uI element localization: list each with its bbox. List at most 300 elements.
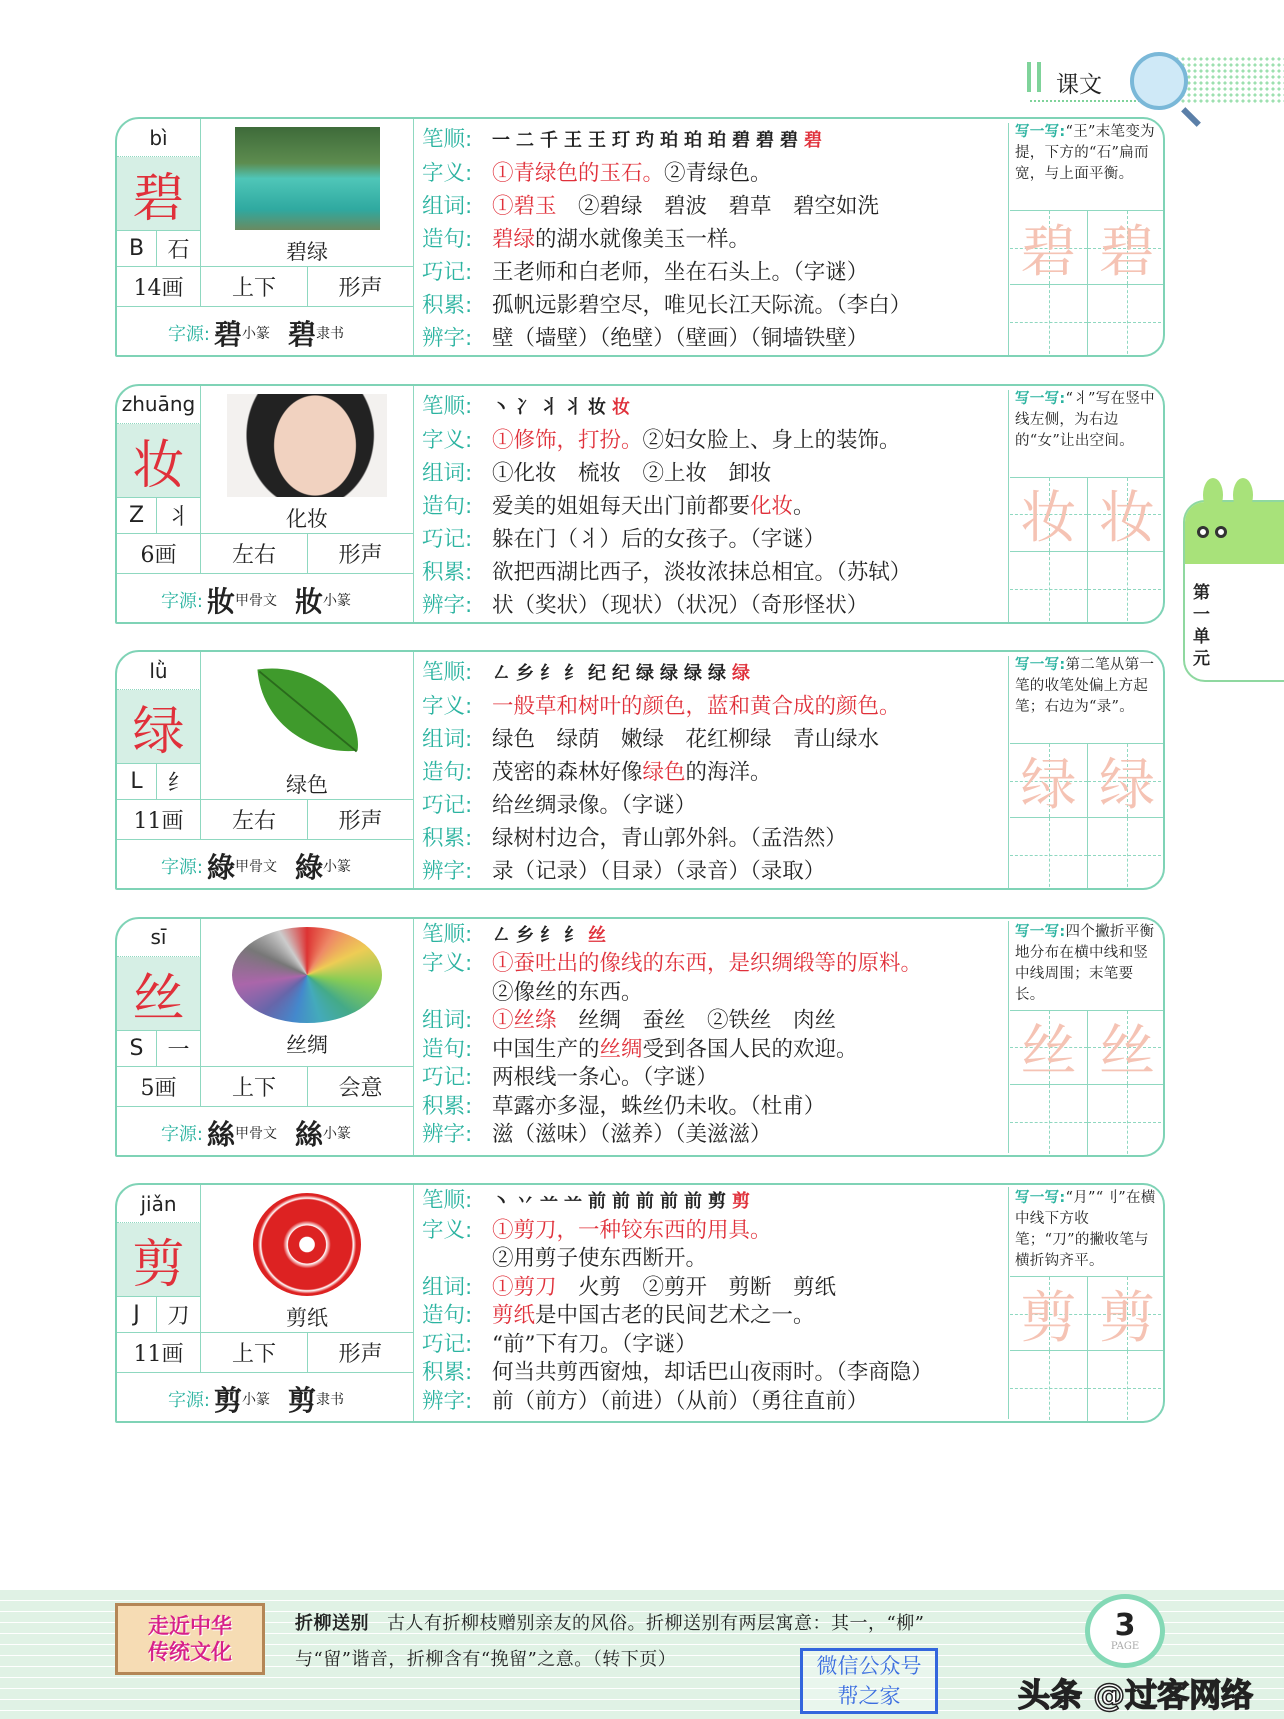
stroke-step: 一 — [492, 130, 510, 151]
sentence — [422, 756, 1008, 789]
trick-text: “前”下有刀。（字谜） — [492, 1331, 697, 1357]
stroke-order-label: 笔顺: — [422, 1188, 473, 1213]
text-segment: ②青绿色。 — [664, 161, 772, 186]
sentence — [422, 1302, 1008, 1331]
culture-line-2: 与“留”谐音，折柳含有“挽留”之意。（转下页） — [295, 1649, 677, 1670]
origin-label: 字源: — [160, 590, 204, 612]
stroke-step: 妆 — [588, 396, 606, 418]
character-origin — [117, 840, 414, 890]
meaning — [422, 157, 1008, 190]
text-segment: 爱美的姐姐每天出门前都要 — [492, 493, 751, 519]
trick-label: 巧记: — [422, 1065, 473, 1090]
distinguish-value — [492, 589, 868, 622]
sentence-value — [492, 756, 772, 789]
words — [422, 1274, 1008, 1303]
stamp-line-2: 帮之家 — [837, 1684, 901, 1708]
illustration — [201, 652, 414, 800]
write-label: 写一写: — [1015, 923, 1066, 940]
stroke-order-value — [492, 656, 756, 690]
stroke-count: 5画 — [117, 1067, 201, 1107]
character-origin — [117, 574, 414, 624]
words-label: 组词: — [422, 1008, 473, 1033]
initial-letter: Z — [117, 498, 157, 534]
pinyin: sī — [117, 919, 201, 957]
radical: 纟 — [157, 764, 201, 800]
ancient-glyph: 絲 — [207, 1117, 236, 1151]
page-number: 3 — [1114, 1607, 1136, 1643]
initial-letter: S — [117, 1031, 157, 1067]
stroke-step: 丬 — [540, 396, 558, 418]
stroke-order — [422, 921, 1008, 951]
trick-label: 巧记: — [422, 793, 473, 818]
trace-cell[interactable] — [1088, 478, 1165, 552]
trace-cell[interactable] — [1010, 1277, 1088, 1351]
stroke-step: 珀 — [708, 130, 726, 151]
stroke-step: 前 — [636, 1191, 654, 1212]
stroke-step: 纪 — [588, 663, 606, 684]
distinguish-label: 辨字: — [422, 859, 473, 884]
header-underline — [1030, 100, 1140, 102]
trick — [422, 789, 1008, 822]
words-label: 组词: — [422, 194, 473, 219]
stroke-count: 11画 — [117, 800, 201, 840]
text-segment: 丝绸 — [599, 1036, 643, 1062]
formation-type: 形声 — [308, 267, 414, 307]
stroke-order-value — [492, 921, 612, 951]
meaning-line-2: ②用剪子使东西断开。 — [492, 1246, 708, 1271]
text-segment: 茂密的森林好像 — [492, 760, 643, 785]
meaning — [422, 1217, 1008, 1246]
text-segment: ①化妆 梳妆 ②上妆 卸妆 — [492, 460, 772, 486]
accumulate-label: 积累: — [422, 1093, 473, 1119]
distinguish-text: 前（前方）（前进）（从前）（勇往直前） — [492, 1388, 869, 1414]
text-segment: 丝绸 蚕丝 ②铁丝 肉丝 — [556, 1008, 837, 1033]
stroke-step: 绿 — [708, 663, 726, 684]
stroke-step: 丶 — [492, 396, 510, 418]
stroke-count: 6画 — [117, 534, 201, 574]
stroke-step: 丷 — [516, 1191, 534, 1212]
meaning-value — [492, 950, 922, 979]
wechat-stamp — [800, 1648, 938, 1714]
trace-character: 绿 — [1020, 752, 1077, 818]
script-style: 隶书 — [316, 1392, 345, 1408]
meaning-label: 字义: — [422, 951, 473, 976]
practice-cell[interactable] — [1088, 818, 1165, 890]
trace-character: 妆 — [1020, 486, 1077, 551]
trace-character: 碧 — [1020, 219, 1077, 285]
text-segment: 绿色 — [642, 760, 686, 785]
accumulate-label: 积累: — [422, 559, 473, 585]
script-style: 小篆 — [323, 859, 352, 875]
formation-type: 形声 — [308, 800, 414, 840]
radical: 一 — [157, 1031, 201, 1067]
meaning-label: 字义: — [422, 1217, 473, 1243]
poem-text: 孤帆远影碧空尽，唯见长江天际流。（李白） — [492, 293, 912, 318]
sentence — [422, 223, 1008, 256]
unit-side-tab[interactable] — [1183, 500, 1284, 682]
trace-character: 妆 — [1099, 486, 1155, 551]
text-segment: 碧绿 — [492, 227, 536, 252]
mascot-head-icon — [1185, 502, 1284, 564]
write-tip: 四个撇折平衡地分布在横中线和竖中线周围；末笔要长。 — [1015, 923, 1155, 1003]
structure: 左右 — [201, 800, 308, 840]
ancient-glyph: 綠 — [295, 851, 324, 884]
sentence-value — [492, 1036, 858, 1065]
writing-note — [1010, 386, 1165, 478]
distinguish-value — [492, 855, 825, 888]
distinguish-text: 状（奖状）（现状）（状况）（奇形怪状） — [492, 592, 869, 618]
distinguish-value — [492, 1121, 772, 1150]
text-segment: ①剪刀，一种铰东西的用具。 — [492, 1217, 772, 1243]
practice-cell[interactable] — [1088, 1351, 1165, 1423]
accumulate-label: 积累: — [422, 826, 473, 851]
sentence — [422, 1036, 1008, 1065]
practice-cell[interactable] — [1088, 285, 1165, 357]
stroke-step: 玓 — [636, 130, 654, 151]
text-segment: 。 — [793, 493, 815, 519]
character-card-sī — [115, 917, 1165, 1157]
script-style: 小篆 — [323, 592, 352, 609]
accumulate — [422, 1359, 1008, 1388]
trace-cell[interactable] — [1010, 744, 1088, 818]
trace-cell[interactable] — [1088, 211, 1165, 285]
character-card-jiǎn — [115, 1183, 1165, 1423]
formation-type: 形声 — [308, 534, 414, 574]
practice-cell[interactable] — [1010, 552, 1088, 624]
character-card-zhuāng — [115, 384, 1165, 624]
write-label: 写一写: — [1015, 1190, 1066, 1206]
accumulate-value — [492, 1093, 825, 1122]
practice-cell[interactable] — [1010, 1085, 1088, 1157]
text-segment: 是中国古老的民间艺术之一。 — [535, 1303, 815, 1328]
distinguish-label: 辨字: — [422, 1388, 473, 1414]
write-tip: “王”末笔变为提，下方的“石”扁而宽，与上面平衡。 — [1015, 124, 1155, 182]
illustration — [201, 1185, 414, 1333]
sentence-label: 造句: — [422, 1036, 473, 1062]
main-character: 绿 — [117, 690, 201, 764]
text-segment: 受到各国人民的欢迎。 — [642, 1036, 858, 1062]
meaning — [422, 424, 1008, 457]
image-caption: 化妆 — [286, 506, 328, 531]
trace-cell[interactable] — [1010, 1011, 1088, 1085]
character-origin — [117, 1107, 414, 1157]
poem-text: 绿树村边合，青山郭外斜。（孟浩然） — [492, 826, 847, 851]
trick-value — [492, 523, 825, 556]
ear-icon — [1203, 478, 1223, 512]
practice-cell[interactable] — [1088, 552, 1165, 624]
sentence-label: 造句: — [422, 760, 473, 785]
script-style: 小篆 — [242, 1392, 271, 1408]
stroke-step: 丬 — [564, 396, 582, 418]
distinguish — [422, 1121, 1008, 1150]
illustration — [201, 119, 414, 267]
culture-scroll-logo — [115, 1603, 265, 1675]
stroke-order-value — [492, 390, 636, 424]
stroke-step: 碧 — [780, 130, 798, 151]
stroke-step: 妆 — [612, 396, 630, 418]
stroke-order — [422, 123, 1008, 157]
words-value — [492, 1274, 836, 1303]
text-segment: 的海洋。 — [685, 760, 772, 785]
stroke-order-label: 笔顺: — [422, 660, 473, 685]
mascot-magnifier-icon — [1130, 52, 1188, 110]
stroke-order — [422, 390, 1008, 424]
stroke-step: 珀 — [660, 130, 678, 151]
stroke-step: 䒑 — [564, 1191, 582, 1212]
character-card-lǜ — [115, 650, 1165, 890]
stamp-line-1: 微信公众号 — [816, 1654, 922, 1678]
trick-label: 巧记: — [422, 260, 473, 285]
text-segment: ①碧玉 — [492, 194, 557, 219]
practice-cell[interactable] — [1010, 818, 1088, 890]
text-segment: ②妇女脸上、身上的装饰。 — [642, 427, 901, 453]
trick-text: 躲在门（丬）后的女孩子。（字谜） — [492, 526, 826, 552]
accumulate-value — [492, 1359, 933, 1388]
trace-cell[interactable] — [1010, 478, 1088, 552]
meaning-value — [492, 1217, 772, 1246]
stroke-step: ㇜ — [492, 924, 510, 946]
text-segment: ①剪刀 — [492, 1274, 557, 1300]
accumulate — [422, 289, 1008, 322]
stroke-step: 千 — [540, 130, 558, 151]
stroke-step: 纟 — [564, 663, 582, 684]
writing-practice — [1010, 1185, 1165, 1421]
write-label: 写一写: — [1015, 390, 1066, 407]
words — [422, 190, 1008, 223]
formation-type: 形声 — [308, 1333, 414, 1373]
writing-note — [1010, 1185, 1165, 1277]
meaning-value — [492, 690, 901, 723]
stroke-step: 丶 — [492, 1191, 510, 1212]
trace-character: 丝 — [1020, 1019, 1077, 1084]
stroke-step: 碧 — [804, 130, 822, 151]
text-segment: 化妆 — [750, 493, 794, 519]
distinguish-label: 辨字: — [422, 1122, 473, 1147]
sentence-label: 造句: — [422, 227, 473, 252]
stroke-step: 冫 — [516, 396, 534, 418]
stroke-count: 14画 — [117, 267, 201, 307]
image-caption: 剪纸 — [286, 1306, 328, 1330]
section-title: 课文 — [1056, 72, 1102, 98]
writing-practice — [1010, 119, 1165, 355]
lake-photo — [235, 127, 380, 230]
stroke-step: 前 — [612, 1191, 630, 1212]
words-value — [492, 190, 879, 223]
trick-value — [492, 789, 696, 822]
stroke-step: 绿 — [660, 663, 678, 684]
character-card-bì — [115, 117, 1165, 357]
accumulate-value — [492, 289, 911, 322]
trick — [422, 256, 1008, 289]
stroke-step: 纪 — [612, 663, 630, 684]
stroke-order — [422, 1187, 1008, 1217]
script-style: 甲骨文 — [235, 859, 278, 875]
practice-cell[interactable] — [1088, 1085, 1165, 1157]
sentence-label: 造句: — [422, 1303, 473, 1328]
trace-character: 碧 — [1099, 219, 1155, 285]
distinguish-text: 录（记录）（目录）（录音）（录取） — [492, 859, 826, 884]
script-style: 小篆 — [323, 1125, 352, 1142]
character-origin — [117, 1373, 414, 1423]
stroke-step: 纟 — [540, 663, 558, 684]
writing-note — [1010, 119, 1165, 211]
trick — [422, 1331, 1008, 1360]
stroke-count: 11画 — [117, 1333, 201, 1373]
words-value — [492, 457, 772, 490]
text-segment: ①青绿色的玉石。 — [492, 161, 665, 186]
accumulate — [422, 556, 1008, 589]
main-character: 丝 — [117, 957, 201, 1031]
ear-icon — [1233, 478, 1253, 512]
words — [422, 457, 1008, 490]
trick — [422, 1064, 1008, 1093]
sentence-label: 造句: — [422, 493, 473, 519]
distinguish-label: 辨字: — [422, 326, 473, 351]
words-label: 组词: — [422, 727, 473, 752]
writing-note — [1010, 652, 1165, 744]
text-segment: ①蚕吐出的像线的东西，是织绸缎等的原料。 — [492, 951, 923, 976]
trace-character: 绿 — [1099, 752, 1155, 818]
sentence — [422, 490, 1008, 523]
scroll-line-1: 走近中华 — [148, 1614, 232, 1638]
trick — [422, 523, 1008, 556]
pinyin: zhuāng — [117, 386, 201, 424]
image-caption: 碧绿 — [286, 240, 328, 264]
ancient-glyph: 剪 — [288, 1384, 317, 1417]
stroke-order-label: 笔顺: — [422, 127, 473, 152]
text-segment: ②碧绿 碧波 碧草 碧空如洗 — [556, 194, 880, 219]
distinguish — [422, 1388, 1008, 1417]
origin-label: 字源: — [160, 857, 204, 878]
stroke-step: 前 — [588, 1191, 606, 1212]
stroke-step: 王 — [588, 130, 606, 151]
write-tip: “月”“刂”在横中线下方收笔；“刀”的撇收笔与横折钩齐平。 — [1015, 1190, 1156, 1269]
write-label: 写一写: — [1015, 657, 1066, 673]
practice-cell[interactable] — [1010, 1351, 1088, 1423]
main-character: 妆 — [117, 424, 201, 498]
stroke-step: 纟 — [540, 924, 558, 946]
stroke-step: 纟 — [564, 924, 582, 946]
sentence-value — [492, 1302, 815, 1331]
stroke-step: 乡 — [516, 663, 534, 684]
practice-cell[interactable] — [1010, 285, 1088, 357]
stroke-order — [422, 656, 1008, 690]
image-caption: 丝绸 — [286, 1032, 328, 1057]
distinguish-value — [492, 1388, 868, 1417]
stroke-order-label: 笔顺: — [422, 921, 473, 947]
accumulate — [422, 822, 1008, 855]
accumulate-label: 积累: — [422, 1360, 473, 1385]
trace-cell[interactable] — [1088, 1011, 1165, 1085]
trick-text: 王老师和白老师，坐在石头上。（字谜） — [492, 260, 869, 285]
sentence-value — [492, 223, 750, 256]
structure: 上下 — [201, 1333, 308, 1373]
makeup-photo — [227, 394, 387, 497]
distinguish-value — [492, 322, 868, 355]
ancient-glyph: 碧 — [288, 318, 317, 351]
trace-cell[interactable] — [1088, 744, 1165, 818]
stroke-step: 乡 — [516, 924, 534, 946]
pinyin: lǜ — [117, 652, 201, 690]
stroke-step: 前 — [684, 1191, 702, 1212]
words-label: 组词: — [422, 1274, 473, 1300]
meaning-label: 字义: — [422, 694, 473, 719]
text-segment: 一般草和树叶的颜色，蓝和黄合成的颜色。 — [492, 694, 901, 719]
meaning-line-2: ②像丝的东西。 — [492, 979, 643, 1005]
stroke-order-label: 笔顺: — [422, 393, 473, 419]
text-segment: 剪纸 — [492, 1303, 536, 1328]
distinguish-text: 壁（墙壁）（绝壁）（壁画）（铜墙铁壁） — [492, 326, 869, 351]
sentence-value — [492, 490, 815, 523]
trick-text: 两根线一条心。（字谜） — [492, 1065, 718, 1090]
eye-icon — [1197, 526, 1209, 538]
trace-cell[interactable] — [1088, 1277, 1165, 1351]
character-origin — [117, 307, 414, 357]
words-value — [492, 1007, 836, 1036]
script-style: 小篆 — [242, 326, 271, 342]
origin-label: 字源: — [160, 1123, 204, 1145]
meaning — [422, 690, 1008, 723]
pinyin: bì — [117, 119, 201, 157]
stroke-step: 䒑 — [540, 1191, 558, 1212]
structure: 上下 — [201, 1067, 308, 1107]
script-style: 甲骨文 — [235, 592, 278, 609]
trace-character: 剪 — [1020, 1285, 1077, 1351]
stroke-step: 丝 — [588, 924, 606, 946]
illustration — [201, 919, 414, 1067]
stroke-step: 碧 — [756, 130, 774, 151]
trace-cell[interactable] — [1010, 211, 1088, 285]
structure: 上下 — [201, 267, 308, 307]
culture-line-1: 古人有折柳枝赠别亲友的风俗。折柳送别有两层寓意：其一，“柳” — [387, 1613, 925, 1634]
accumulate-label: 积累: — [422, 293, 473, 318]
accumulate-value — [492, 556, 911, 589]
distinguish — [422, 322, 1008, 355]
script-style: 隶书 — [316, 326, 345, 342]
distinguish — [422, 855, 1008, 888]
radical: 石 — [157, 231, 201, 267]
writing-practice — [1010, 652, 1165, 888]
stroke-order-value — [492, 1187, 756, 1217]
radical: 刀 — [157, 1297, 201, 1333]
words-value — [492, 723, 879, 756]
poem-text: 何当共剪西窗烛，却话巴山夜雨时。（李商隐） — [492, 1360, 933, 1385]
page-label: PAGE — [1110, 1640, 1140, 1652]
header-bars — [1027, 62, 1041, 92]
distinguish — [422, 589, 1008, 622]
accumulate — [422, 1093, 1008, 1122]
trick-text: 给丝绸录像。（字谜） — [492, 793, 697, 818]
distinguish-text: 滋（滋味）（滋养）（美滋滋） — [492, 1122, 772, 1147]
scroll-line-2: 传统文化 — [148, 1640, 232, 1664]
stroke-step: 玎 — [612, 130, 630, 151]
meaning-value — [492, 157, 772, 190]
text-segment: 火剪 ②剪开 剪断 剪纸 — [556, 1274, 837, 1300]
stroke-step: ㇜ — [492, 663, 510, 684]
stroke-step: 二 — [516, 130, 534, 151]
poem-text: 草露亦多湿，蛛丝仍未收。（杜甫） — [492, 1093, 826, 1119]
stroke-step: 绿 — [684, 663, 702, 684]
ancient-glyph: 綠 — [207, 851, 236, 884]
meaning-label: 字义: — [422, 161, 473, 186]
main-character: 碧 — [117, 157, 201, 231]
origin-label: 字源: — [167, 1390, 211, 1411]
meaning-label: 字义: — [422, 427, 473, 453]
silk-image — [232, 927, 382, 1023]
stroke-step: 绿 — [732, 663, 750, 684]
trick-value — [492, 1331, 697, 1360]
ancient-glyph: 絲 — [295, 1117, 324, 1151]
